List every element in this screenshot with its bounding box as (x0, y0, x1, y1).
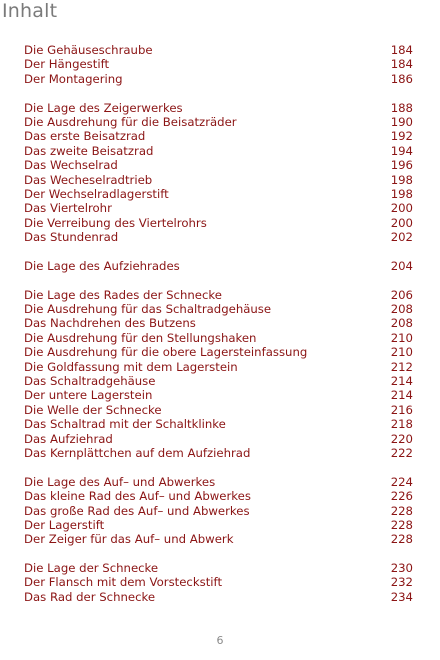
toc-entry-page: 184 (390, 57, 413, 72)
toc-entry-page: 232 (390, 575, 413, 590)
toc-entry-title: Die Gehäuseschraube (24, 43, 153, 57)
toc-entry-page: 200 (390, 201, 413, 216)
toc-entry-page: 200 (390, 215, 413, 230)
toc-entry-title: Das Viertelrohr (24, 201, 112, 216)
toc-entry[interactable] (24, 144, 413, 158)
toc-entry[interactable] (24, 489, 413, 503)
toc-entry-title: Die Ausdrehung für die obere Lagersteinfassung (24, 345, 308, 360)
toc-section (24, 475, 413, 547)
toc-entry-title: Das zweite Beisatzrad (24, 143, 154, 158)
toc-entry-page: 224 (390, 474, 413, 489)
toc-entry-page: 218 (390, 417, 413, 432)
toc-entry-page: 192 (390, 129, 413, 144)
toc-entry-page: 228 (390, 532, 413, 547)
page-number: 6 (216, 634, 224, 647)
toc-entry[interactable] (24, 173, 413, 187)
toc-entry-title: Die Ausdrehung für den Stellungshaken (24, 330, 257, 345)
toc-entry[interactable] (24, 230, 413, 244)
toc-entry[interactable] (24, 417, 413, 431)
toc-entry-page: 186 (390, 71, 413, 86)
toc-entry-page: 184 (390, 43, 413, 57)
toc-entry-title: Der untere Lagerstein (24, 388, 153, 403)
toc-entry-page: 212 (390, 359, 413, 374)
toc-entry-page: 190 (390, 114, 413, 129)
toc-entry-title: Das Wechselrad (24, 158, 118, 173)
toc-entry[interactable] (24, 374, 413, 388)
toc-entry-title: Das Aufziehrad (24, 431, 113, 446)
toc-entry-title: Die Lage des Rades der Schnecke (24, 287, 222, 302)
toc-entry[interactable] (24, 475, 413, 489)
toc-entry-page: 216 (390, 402, 413, 417)
toc-section (24, 259, 413, 273)
toc-entry[interactable] (24, 561, 413, 575)
toc-entry-page: 210 (390, 330, 413, 345)
toc-entry[interactable] (24, 446, 413, 460)
toc-entry-page: 198 (390, 186, 413, 201)
toc-entry[interactable] (24, 57, 413, 71)
toc-section (24, 561, 413, 604)
toc-entry-page: 214 (390, 388, 413, 403)
toc-entry-page: 208 (390, 316, 413, 331)
toc-entry-page: 202 (390, 230, 413, 245)
toc-entry-page: 210 (390, 345, 413, 360)
toc-entry[interactable] (24, 43, 413, 57)
toc-entry-title: Das Schaltradgehäuse (24, 373, 156, 388)
toc-entry-page: 196 (390, 158, 413, 173)
toc-entry[interactable] (24, 129, 413, 143)
toc-section (24, 288, 413, 461)
toc-entry-title: Die Ausdrehung für die Beisatzräder (24, 114, 237, 129)
toc-entry[interactable] (24, 403, 413, 417)
toc-entry[interactable] (24, 345, 413, 359)
toc-entry-page: 228 (390, 517, 413, 532)
toc-entry-title: Die Lage der Schnecke (24, 561, 159, 576)
toc-entry[interactable] (24, 187, 413, 201)
toc-entry[interactable] (24, 72, 413, 86)
toc-entry-title: Das Nachdrehen des Butzens (24, 316, 196, 331)
toc-entry[interactable] (24, 302, 413, 316)
toc-section (24, 101, 413, 245)
toc-entry-title: Der Montagering (24, 71, 123, 86)
toc-entry-title: Das erste Beisatzrad (24, 129, 146, 144)
toc-entry-page: 222 (390, 445, 413, 460)
toc-entry-title: Das große Rad des Auf– und Abwerkes (24, 503, 250, 518)
toc-entry-title: Der Hängestift (24, 57, 110, 72)
toc-entry-page: 194 (390, 143, 413, 158)
toc-entry-title: Die Lage des Aufziehrades (24, 258, 180, 273)
toc-entry-page: 226 (390, 489, 413, 504)
toc-entry-title: Das Kernplättchen auf dem Aufziehrad (24, 445, 251, 460)
table-of-contents (24, 43, 413, 619)
toc-entry-page: 230 (390, 561, 413, 576)
toc-entry-page: 188 (390, 100, 413, 115)
page-title: Inhalt (2, 0, 58, 22)
toc-entry[interactable] (24, 518, 413, 532)
toc-entry[interactable] (24, 504, 413, 518)
toc-entry-page: 234 (390, 589, 413, 604)
toc-entry-title: Der Lagerstift (24, 517, 105, 532)
toc-entry-title: Der Wechselradlagerstift (24, 186, 169, 201)
toc-entry-page: 228 (390, 503, 413, 518)
toc-entry-page: 206 (390, 287, 413, 302)
toc-entry-page: 220 (390, 431, 413, 446)
toc-entry[interactable] (24, 575, 413, 589)
toc-entry-title: Die Goldfassung mit dem Lagerstein (24, 359, 238, 374)
toc-entry-page: 214 (390, 373, 413, 388)
toc-entry-title: Die Lage des Zeigerwerkes (24, 100, 183, 115)
toc-entry-title: Das Stundenrad (24, 230, 119, 245)
toc-entry[interactable] (24, 331, 413, 345)
toc-entry-title: Die Verreibung des Viertelrohrs (24, 215, 207, 230)
toc-entry[interactable] (24, 532, 413, 546)
toc-entry-title: Der Zeiger für das Auf– und Abwerk (24, 532, 234, 547)
toc-entry-page: 198 (390, 172, 413, 187)
toc-entry[interactable] (24, 388, 413, 402)
toc-entry-title: Das kleine Rad des Auf– und Abwerkes (24, 489, 251, 504)
toc-entry-page: 208 (390, 302, 413, 317)
toc-entry[interactable] (24, 316, 413, 330)
toc-entry-title: Das Schaltrad mit der Schaltklinke (24, 417, 226, 432)
toc-entry-title: Der Flansch mit dem Vorsteckstift (24, 575, 223, 590)
toc-entry[interactable] (24, 590, 413, 604)
toc-entry-title: Die Ausdrehung für das Schaltradgehäuse (24, 302, 272, 317)
toc-entry-title: Die Lage des Auf– und Abwerkes (24, 474, 216, 489)
toc-entry[interactable] (24, 432, 413, 446)
toc-entry[interactable] (24, 101, 413, 115)
toc-entry[interactable] (24, 360, 413, 374)
toc-entry[interactable] (24, 115, 413, 129)
toc-entry-title: Das Wecheselradtrieb (24, 172, 153, 187)
toc-entry[interactable] (24, 201, 413, 215)
toc-entry[interactable] (24, 216, 413, 230)
toc-entry[interactable] (24, 288, 413, 302)
toc-entry[interactable] (24, 158, 413, 172)
toc-entry-title: Die Welle der Schnecke (24, 402, 162, 417)
toc-entry-page: 204 (390, 258, 413, 273)
toc-section (24, 43, 413, 86)
toc-entry-title: Das Rad der Schnecke (24, 589, 156, 604)
toc-entry[interactable] (24, 259, 413, 273)
